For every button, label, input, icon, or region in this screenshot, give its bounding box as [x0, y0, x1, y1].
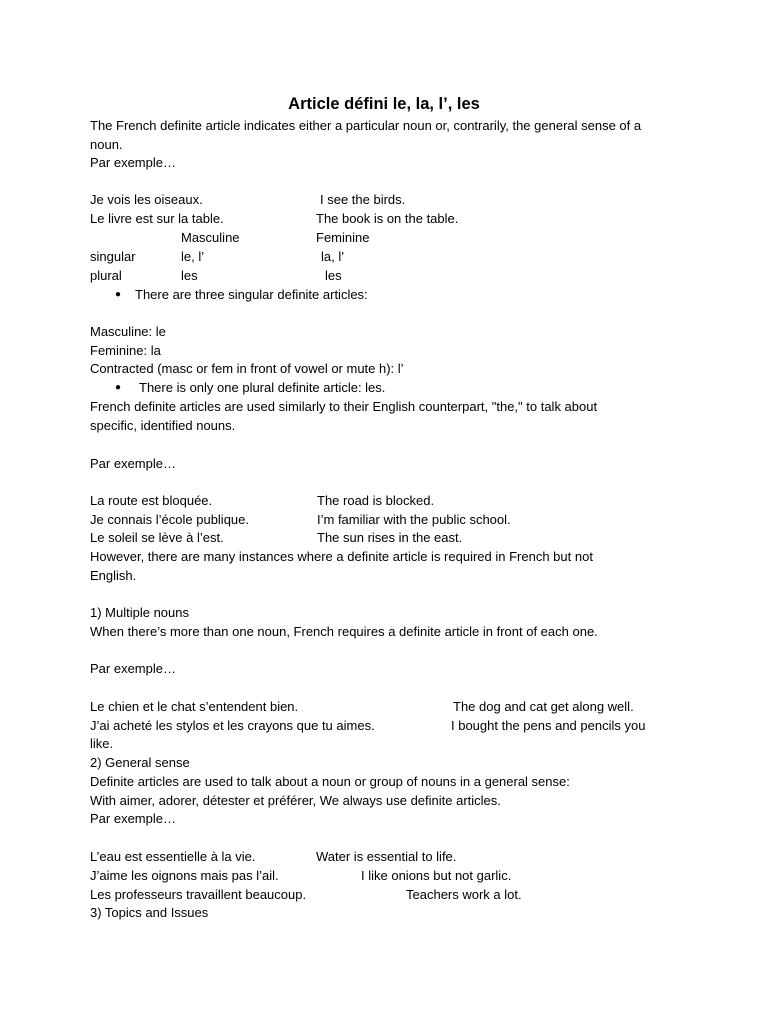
section-1-text: When there’s more than one noun, French requires a definite article in front of each one. [90, 624, 598, 639]
however-line-2: English. [90, 568, 137, 583]
example-fr-4: Je connais l’école publique. [90, 512, 249, 527]
intro-line-1: The French definite article indicates either a particular noun or, contrarily, the general sense of a [90, 118, 642, 133]
example-fr-10: Les professeurs travaillent beaucoup. [90, 887, 307, 902]
example-en-7: I bought the pens and pencils you [451, 718, 646, 733]
table-row-label-plural: plural [90, 268, 122, 283]
page-title: Article défini le, la, l’, les [288, 95, 480, 113]
example-en-4: I’m familiar with the public school. [317, 512, 511, 527]
usage-line-1: French definite articles are used similarly to their English counterpart, "the," to talk about [90, 399, 598, 414]
table-cell-singular-masc: le, l’ [181, 249, 205, 264]
par-exemple-2: Par exemple… [90, 456, 176, 471]
example-fr-9: J’aime les oignons mais pas l’ail. [90, 868, 279, 883]
bullet-text-2: There is only one plural definite article: les. [139, 380, 386, 395]
example-fr-7: J’ai acheté les stylos et les crayons que tu aimes. [90, 718, 375, 733]
example-en-6: The dog and cat get along well. [453, 699, 634, 714]
bullet-text-1: There are three singular definite articles: [135, 287, 368, 302]
par-exemple-3: Par exemple… [90, 661, 176, 676]
par-exemple-4: Par exemple… [90, 811, 176, 826]
section-3-heading: 3) Topics and Issues [90, 905, 209, 920]
section-2-text-1: Definite articles are used to talk about a noun or group of nouns in a general sense: [90, 774, 570, 789]
example-en-8: Water is essential to life. [316, 849, 457, 864]
example-en-1: I see the birds. [320, 192, 406, 207]
usage-line-2: specific, identified nouns. [90, 418, 236, 433]
intro-line-2: noun. [90, 137, 123, 152]
example-en-10: Teachers work a lot. [406, 887, 522, 902]
example-en-5: The sun rises in the east. [317, 530, 463, 545]
example-fr-5: Le soleil se lève à l’est. [90, 530, 224, 545]
article-feminine: Feminine: la [90, 343, 161, 358]
section-1-heading: 1) Multiple nouns [90, 605, 189, 620]
table-cell-singular-fem: la, l’ [321, 249, 345, 264]
table-cell-plural-masc: les [181, 268, 198, 283]
however-line-1: However, there are many instances where a definite article is required in French but not [90, 549, 593, 564]
example-fr-3: La route est bloquée. [90, 493, 213, 508]
section-2-heading: 2) General sense [90, 755, 190, 770]
article-contracted: Contracted (masc or fem in front of vowel or mute h): l’ [90, 361, 404, 376]
example-en-7-cont: like. [90, 736, 114, 751]
bullet-icon: ● [115, 289, 122, 300]
table-cell-plural-fem: les [325, 268, 342, 283]
par-exemple-1: Par exemple… [90, 155, 176, 170]
example-fr-6: Le chien et le chat s’entendent bien. [90, 699, 299, 714]
table-header-feminine: Feminine [316, 230, 370, 245]
example-en-2: The book is on the table. [316, 211, 459, 226]
example-en-3: The road is blocked. [317, 493, 435, 508]
example-fr-2: Le livre est sur la table. [90, 211, 224, 226]
example-fr-1: Je vois les oiseaux. [90, 192, 203, 207]
article-masculine: Masculine: le [90, 324, 166, 339]
example-en-9: I like onions but not garlic. [361, 868, 512, 883]
bullet-icon: ● [115, 382, 122, 393]
table-row-label-singular: singular [90, 249, 136, 264]
section-2-text-2: With aimer, adorer, détester et préférer, We always use definite articles. [90, 793, 501, 808]
example-fr-8: L’eau est essentielle à la vie. [90, 849, 256, 864]
table-header-masculine: Masculine [181, 230, 240, 245]
